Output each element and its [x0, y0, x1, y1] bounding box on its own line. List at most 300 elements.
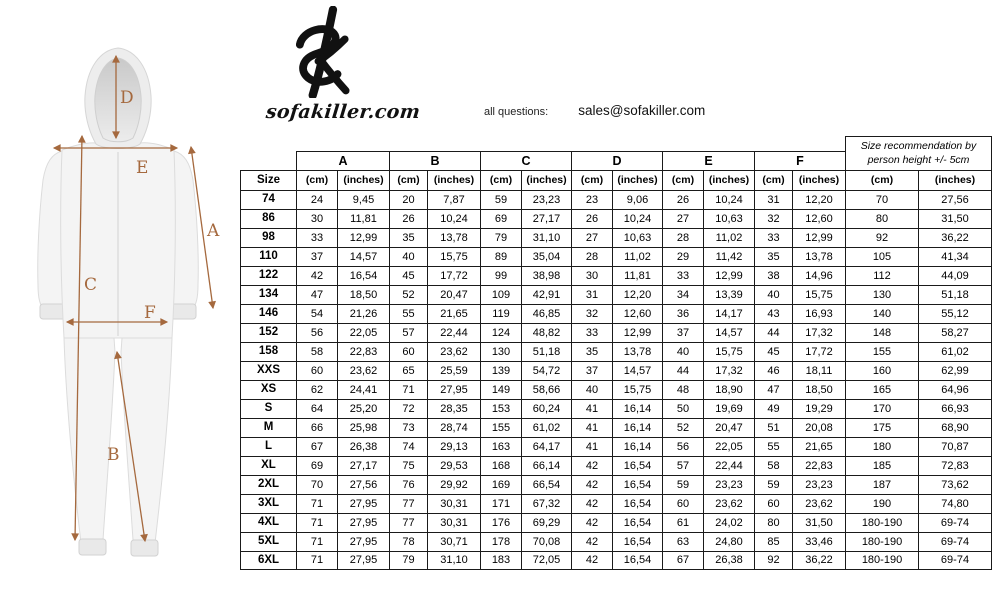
onesie-garment	[38, 48, 199, 556]
row-5xl-f-cm: 85	[754, 532, 792, 551]
row-3xl-d-cm: 42	[571, 494, 612, 513]
row-74-e-in: 10,24	[703, 190, 754, 209]
row-146-f-in: 16,93	[792, 304, 845, 323]
row-4xl-b-cm: 77	[389, 513, 427, 532]
row-86-e-cm: 27	[662, 209, 703, 228]
row-110-e-in: 11,42	[703, 247, 754, 266]
row-98-label: 98	[240, 228, 296, 247]
row-146-d-cm: 32	[571, 304, 612, 323]
unit-header-f-inches: (inches)	[792, 170, 845, 190]
row-6xl-e-in: 26,38	[703, 551, 754, 570]
row-3xl-c-in: 67,32	[521, 494, 571, 513]
row-4xl-c-in: 69,29	[521, 513, 571, 532]
row-134-label: 134	[240, 285, 296, 304]
row-xs-c-cm: 149	[480, 380, 521, 399]
row-l-c-cm: 163	[480, 437, 521, 456]
row-152-f-cm: 44	[754, 323, 792, 342]
row-s-b-cm: 72	[389, 399, 427, 418]
row-xl-a-cm: 69	[296, 456, 337, 475]
row-74-e-cm: 26	[662, 190, 703, 209]
row-5xl-height-in: 69-74	[918, 532, 992, 551]
row-s-label: S	[240, 399, 296, 418]
row-xs-height-in: 64,96	[918, 380, 992, 399]
row-86-d-in: 10,24	[612, 209, 662, 228]
row-6xl-f-cm: 92	[754, 551, 792, 570]
row-m-d-in: 16,14	[612, 418, 662, 437]
row-6xl-height-cm: 180-190	[845, 551, 918, 570]
row-110-e-cm: 29	[662, 247, 703, 266]
row-s-c-in: 60,24	[521, 399, 571, 418]
row-152-c-in: 48,82	[521, 323, 571, 342]
measurement-label-a: A	[207, 221, 220, 241]
row-134-c-cm: 109	[480, 285, 521, 304]
row-98-f-cm: 33	[754, 228, 792, 247]
row-l-a-cm: 67	[296, 437, 337, 456]
row-158-c-in: 51,18	[521, 342, 571, 361]
row-xs-b-cm: 71	[389, 380, 427, 399]
row-158-height-cm: 155	[845, 342, 918, 361]
row-152-a-in: 22,05	[337, 323, 389, 342]
row-2xl-label: 2XL	[240, 475, 296, 494]
row-152-c-cm: 124	[480, 323, 521, 342]
row-xl-a-in: 27,17	[337, 456, 389, 475]
row-98-height-cm: 92	[845, 228, 918, 247]
row-m-b-in: 28,74	[427, 418, 480, 437]
row-s-f-cm: 49	[754, 399, 792, 418]
row-xxs-label: XXS	[240, 361, 296, 380]
row-3xl-d-in: 16,54	[612, 494, 662, 513]
row-xl-b-in: 29,53	[427, 456, 480, 475]
row-98-b-cm: 35	[389, 228, 427, 247]
row-122-e-in: 12,99	[703, 266, 754, 285]
row-74-height-cm: 70	[845, 190, 918, 209]
contact-row	[484, 103, 705, 118]
row-xl-d-in: 16,54	[612, 456, 662, 475]
column-group-header-b: B	[389, 151, 480, 170]
unit-header-e-inches: (inches)	[703, 170, 754, 190]
row-134-d-cm: 31	[571, 285, 612, 304]
row-4xl-f-in: 31,50	[792, 513, 845, 532]
row-xl-f-cm: 58	[754, 456, 792, 475]
row-74-d-in: 9,06	[612, 190, 662, 209]
row-m-e-cm: 52	[662, 418, 703, 437]
row-134-e-cm: 34	[662, 285, 703, 304]
recommendation-header: Size recommendation by person height +/- 5cm	[845, 136, 992, 170]
row-122-f-in: 14,96	[792, 266, 845, 285]
row-110-f-cm: 35	[754, 247, 792, 266]
row-110-a-cm: 37	[296, 247, 337, 266]
row-152-label: 152	[240, 323, 296, 342]
row-xxs-b-cm: 65	[389, 361, 427, 380]
row-4xl-height-cm: 180-190	[845, 513, 918, 532]
row-l-label: L	[240, 437, 296, 456]
row-6xl-d-cm: 42	[571, 551, 612, 570]
row-134-a-cm: 47	[296, 285, 337, 304]
row-6xl-e-cm: 67	[662, 551, 703, 570]
row-146-d-in: 12,60	[612, 304, 662, 323]
row-4xl-e-cm: 61	[662, 513, 703, 532]
row-74-label: 74	[240, 190, 296, 209]
row-xs-f-in: 18,50	[792, 380, 845, 399]
row-xs-f-cm: 47	[754, 380, 792, 399]
row-86-height-in: 31,50	[918, 209, 992, 228]
onesie-illustration	[0, 0, 250, 584]
row-m-label: M	[240, 418, 296, 437]
row-5xl-height-cm: 180-190	[845, 532, 918, 551]
row-2xl-d-in: 16,54	[612, 475, 662, 494]
row-146-height-cm: 140	[845, 304, 918, 323]
row-s-d-cm: 41	[571, 399, 612, 418]
row-74-c-cm: 59	[480, 190, 521, 209]
row-86-a-in: 11,81	[337, 209, 389, 228]
row-l-height-cm: 180	[845, 437, 918, 456]
row-122-f-cm: 38	[754, 266, 792, 285]
row-3xl-label: 3XL	[240, 494, 296, 513]
row-134-height-in: 51,18	[918, 285, 992, 304]
row-158-d-in: 13,78	[612, 342, 662, 361]
row-98-c-cm: 79	[480, 228, 521, 247]
row-xs-height-cm: 165	[845, 380, 918, 399]
row-l-height-in: 70,87	[918, 437, 992, 456]
row-6xl-a-in: 27,95	[337, 551, 389, 570]
row-110-d-cm: 28	[571, 247, 612, 266]
row-s-e-cm: 50	[662, 399, 703, 418]
row-158-b-in: 23,62	[427, 342, 480, 361]
row-98-c-in: 31,10	[521, 228, 571, 247]
measurement-label-f: F	[144, 303, 156, 323]
row-152-e-in: 14,57	[703, 323, 754, 342]
row-3xl-a-in: 27,95	[337, 494, 389, 513]
column-group-header-a: A	[296, 151, 389, 170]
row-4xl-c-cm: 176	[480, 513, 521, 532]
table-top-spacer	[296, 136, 845, 151]
unit-header-b-inches: (inches)	[427, 170, 480, 190]
row-3xl-height-in: 74,80	[918, 494, 992, 513]
row-xl-label: XL	[240, 456, 296, 475]
column-group-header-d: D	[571, 151, 662, 170]
row-xxs-b-in: 25,59	[427, 361, 480, 380]
row-xxs-c-cm: 139	[480, 361, 521, 380]
row-m-d-cm: 41	[571, 418, 612, 437]
row-122-d-cm: 30	[571, 266, 612, 285]
brand-site-text: sofakiller.com	[264, 101, 422, 123]
row-xxs-d-cm: 37	[571, 361, 612, 380]
row-xs-e-in: 18,90	[703, 380, 754, 399]
row-xs-d-cm: 40	[571, 380, 612, 399]
row-86-f-in: 12,60	[792, 209, 845, 228]
unit-header-d-cm: (cm)	[571, 170, 612, 190]
row-152-b-in: 22,44	[427, 323, 480, 342]
row-xl-f-in: 22,83	[792, 456, 845, 475]
row-l-f-in: 21,65	[792, 437, 845, 456]
row-2xl-height-in: 73,62	[918, 475, 992, 494]
row-134-f-cm: 40	[754, 285, 792, 304]
row-xs-label: XS	[240, 380, 296, 399]
unit-header-a-inches: (inches)	[337, 170, 389, 190]
row-152-d-in: 12,99	[612, 323, 662, 342]
row-6xl-d-in: 16,54	[612, 551, 662, 570]
row-l-e-in: 22,05	[703, 437, 754, 456]
row-4xl-f-cm: 80	[754, 513, 792, 532]
unit-header-c-cm: (cm)	[480, 170, 521, 190]
row-xxs-height-cm: 160	[845, 361, 918, 380]
row-2xl-b-cm: 76	[389, 475, 427, 494]
row-6xl-c-cm: 183	[480, 551, 521, 570]
row-m-height-cm: 175	[845, 418, 918, 437]
row-74-f-in: 12,20	[792, 190, 845, 209]
row-xs-d-in: 15,75	[612, 380, 662, 399]
row-134-d-in: 12,20	[612, 285, 662, 304]
row-98-d-in: 10,63	[612, 228, 662, 247]
row-5xl-c-in: 70,08	[521, 532, 571, 551]
row-xxs-a-in: 23,62	[337, 361, 389, 380]
row-122-label: 122	[240, 266, 296, 285]
row-2xl-e-in: 23,23	[703, 475, 754, 494]
row-122-c-in: 38,98	[521, 266, 571, 285]
row-146-f-cm: 43	[754, 304, 792, 323]
row-3xl-f-in: 23,62	[792, 494, 845, 513]
row-xs-e-cm: 48	[662, 380, 703, 399]
size-table	[240, 136, 992, 570]
row-4xl-label: 4XL	[240, 513, 296, 532]
row-134-c-in: 42,91	[521, 285, 571, 304]
row-2xl-c-in: 66,54	[521, 475, 571, 494]
row-152-height-cm: 148	[845, 323, 918, 342]
row-122-a-in: 16,54	[337, 266, 389, 285]
brand-logo	[264, 6, 422, 123]
row-98-e-in: 11,02	[703, 228, 754, 247]
row-2xl-d-cm: 42	[571, 475, 612, 494]
row-m-a-in: 25,98	[337, 418, 389, 437]
row-110-a-in: 14,57	[337, 247, 389, 266]
row-s-height-in: 66,93	[918, 399, 992, 418]
unit-header-c-inches: (inches)	[521, 170, 571, 190]
row-xxs-c-in: 54,72	[521, 361, 571, 380]
row-74-height-in: 27,56	[918, 190, 992, 209]
row-2xl-f-cm: 59	[754, 475, 792, 494]
row-158-d-cm: 35	[571, 342, 612, 361]
row-xl-e-in: 22,44	[703, 456, 754, 475]
row-5xl-d-in: 16,54	[612, 532, 662, 551]
row-158-height-in: 61,02	[918, 342, 992, 361]
row-158-e-in: 15,75	[703, 342, 754, 361]
row-146-a-in: 21,26	[337, 304, 389, 323]
row-158-e-cm: 40	[662, 342, 703, 361]
row-152-a-cm: 56	[296, 323, 337, 342]
row-3xl-e-in: 23,62	[703, 494, 754, 513]
row-110-label: 110	[240, 247, 296, 266]
row-134-b-in: 20,47	[427, 285, 480, 304]
row-152-d-cm: 33	[571, 323, 612, 342]
row-m-e-in: 20,47	[703, 418, 754, 437]
row-158-a-in: 22,83	[337, 342, 389, 361]
row-110-c-cm: 89	[480, 247, 521, 266]
row-m-a-cm: 66	[296, 418, 337, 437]
row-2xl-a-cm: 70	[296, 475, 337, 494]
row-m-f-in: 20,08	[792, 418, 845, 437]
row-146-height-in: 55,12	[918, 304, 992, 323]
row-2xl-e-cm: 59	[662, 475, 703, 494]
row-74-f-cm: 31	[754, 190, 792, 209]
row-5xl-b-cm: 78	[389, 532, 427, 551]
row-134-a-in: 18,50	[337, 285, 389, 304]
column-group-header-f: F	[754, 151, 845, 170]
row-6xl-height-in: 69-74	[918, 551, 992, 570]
unit-header-e-cm: (cm)	[662, 170, 703, 190]
row-134-b-cm: 52	[389, 285, 427, 304]
row-86-a-cm: 30	[296, 209, 337, 228]
row-s-c-cm: 153	[480, 399, 521, 418]
row-s-f-in: 19,29	[792, 399, 845, 418]
row-86-d-cm: 26	[571, 209, 612, 228]
row-3xl-height-cm: 190	[845, 494, 918, 513]
row-122-height-in: 44,09	[918, 266, 992, 285]
row-86-c-cm: 69	[480, 209, 521, 228]
row-xl-c-cm: 168	[480, 456, 521, 475]
sales-email[interactable]: sales@sofakiller.com	[578, 103, 706, 118]
row-xs-a-in: 24,41	[337, 380, 389, 399]
row-122-a-cm: 42	[296, 266, 337, 285]
row-m-f-cm: 51	[754, 418, 792, 437]
column-group-header-c: C	[480, 151, 571, 170]
row-146-b-in: 21,65	[427, 304, 480, 323]
row-122-b-in: 17,72	[427, 266, 480, 285]
row-74-b-in: 7,87	[427, 190, 480, 209]
row-3xl-c-cm: 171	[480, 494, 521, 513]
row-5xl-d-cm: 42	[571, 532, 612, 551]
row-xl-height-in: 72,83	[918, 456, 992, 475]
row-86-f-cm: 32	[754, 209, 792, 228]
row-2xl-f-in: 23,23	[792, 475, 845, 494]
row-l-c-in: 64,17	[521, 437, 571, 456]
row-4xl-d-cm: 42	[571, 513, 612, 532]
row-2xl-a-in: 27,56	[337, 475, 389, 494]
column-group-header-e: E	[662, 151, 754, 170]
row-l-f-cm: 55	[754, 437, 792, 456]
row-146-e-in: 14,17	[703, 304, 754, 323]
row-s-height-cm: 170	[845, 399, 918, 418]
row-m-height-in: 68,90	[918, 418, 992, 437]
row-74-d-cm: 23	[571, 190, 612, 209]
row-146-label: 146	[240, 304, 296, 323]
row-s-b-in: 28,35	[427, 399, 480, 418]
row-3xl-a-cm: 71	[296, 494, 337, 513]
unit-header-a-cm: (cm)	[296, 170, 337, 190]
row-6xl-b-cm: 79	[389, 551, 427, 570]
row-xl-b-cm: 75	[389, 456, 427, 475]
row-98-e-cm: 28	[662, 228, 703, 247]
row-4xl-a-in: 27,95	[337, 513, 389, 532]
row-86-b-in: 10,24	[427, 209, 480, 228]
row-110-b-in: 15,75	[427, 247, 480, 266]
row-134-f-in: 15,75	[792, 285, 845, 304]
row-146-c-in: 46,85	[521, 304, 571, 323]
measurement-label-e: E	[136, 158, 149, 178]
row-5xl-e-cm: 63	[662, 532, 703, 551]
row-3xl-b-in: 30,31	[427, 494, 480, 513]
row-122-height-cm: 112	[845, 266, 918, 285]
row-s-a-in: 25,20	[337, 399, 389, 418]
row-xl-height-cm: 185	[845, 456, 918, 475]
sk-logo-icon	[275, 6, 367, 98]
row-110-height-cm: 105	[845, 247, 918, 266]
row-110-b-cm: 40	[389, 247, 427, 266]
row-98-height-in: 36,22	[918, 228, 992, 247]
row-6xl-c-in: 72,05	[521, 551, 571, 570]
row-5xl-label: 5XL	[240, 532, 296, 551]
measurement-label-d: D	[120, 88, 134, 108]
row-3xl-f-cm: 60	[754, 494, 792, 513]
row-xl-c-in: 66,14	[521, 456, 571, 475]
row-4xl-height-in: 69-74	[918, 513, 992, 532]
row-xxs-f-in: 18,11	[792, 361, 845, 380]
row-122-e-cm: 33	[662, 266, 703, 285]
row-152-f-in: 17,32	[792, 323, 845, 342]
row-86-b-cm: 26	[389, 209, 427, 228]
row-6xl-a-cm: 71	[296, 551, 337, 570]
unit-header-height-cm: (cm)	[845, 170, 918, 190]
row-146-e-cm: 36	[662, 304, 703, 323]
row-2xl-height-cm: 187	[845, 475, 918, 494]
row-4xl-b-in: 30,31	[427, 513, 480, 532]
row-86-label: 86	[240, 209, 296, 228]
row-158-a-cm: 58	[296, 342, 337, 361]
row-86-c-in: 27,17	[521, 209, 571, 228]
row-5xl-f-in: 33,46	[792, 532, 845, 551]
row-122-c-cm: 99	[480, 266, 521, 285]
row-74-b-cm: 20	[389, 190, 427, 209]
row-xxs-height-in: 62,99	[918, 361, 992, 380]
row-110-d-in: 11,02	[612, 247, 662, 266]
row-86-height-cm: 80	[845, 209, 918, 228]
row-2xl-b-in: 29,92	[427, 475, 480, 494]
row-5xl-a-cm: 71	[296, 532, 337, 551]
row-xxs-e-cm: 44	[662, 361, 703, 380]
row-74-a-in: 9,45	[337, 190, 389, 209]
row-152-b-cm: 57	[389, 323, 427, 342]
row-l-e-cm: 56	[662, 437, 703, 456]
row-3xl-b-cm: 77	[389, 494, 427, 513]
row-110-height-in: 41,34	[918, 247, 992, 266]
row-4xl-d-in: 16,54	[612, 513, 662, 532]
row-xxs-a-cm: 60	[296, 361, 337, 380]
row-l-b-cm: 74	[389, 437, 427, 456]
row-98-b-in: 13,78	[427, 228, 480, 247]
unit-header-height-inches: (inches)	[918, 170, 992, 190]
row-146-c-cm: 119	[480, 304, 521, 323]
row-152-height-in: 58,27	[918, 323, 992, 342]
row-xs-c-in: 58,66	[521, 380, 571, 399]
row-158-b-cm: 60	[389, 342, 427, 361]
row-xl-e-cm: 57	[662, 456, 703, 475]
row-122-d-in: 11,81	[612, 266, 662, 285]
row-m-c-cm: 155	[480, 418, 521, 437]
unit-header-f-cm: (cm)	[754, 170, 792, 190]
row-74-c-in: 23,23	[521, 190, 571, 209]
row-xxs-f-cm: 46	[754, 361, 792, 380]
row-74-a-cm: 24	[296, 190, 337, 209]
row-xxs-e-in: 17,32	[703, 361, 754, 380]
row-6xl-label: 6XL	[240, 551, 296, 570]
row-6xl-b-in: 31,10	[427, 551, 480, 570]
row-110-f-in: 13,78	[792, 247, 845, 266]
row-l-d-in: 16,14	[612, 437, 662, 456]
row-146-b-cm: 55	[389, 304, 427, 323]
row-xs-a-cm: 62	[296, 380, 337, 399]
row-158-c-cm: 130	[480, 342, 521, 361]
row-4xl-e-in: 24,02	[703, 513, 754, 532]
row-4xl-a-cm: 71	[296, 513, 337, 532]
